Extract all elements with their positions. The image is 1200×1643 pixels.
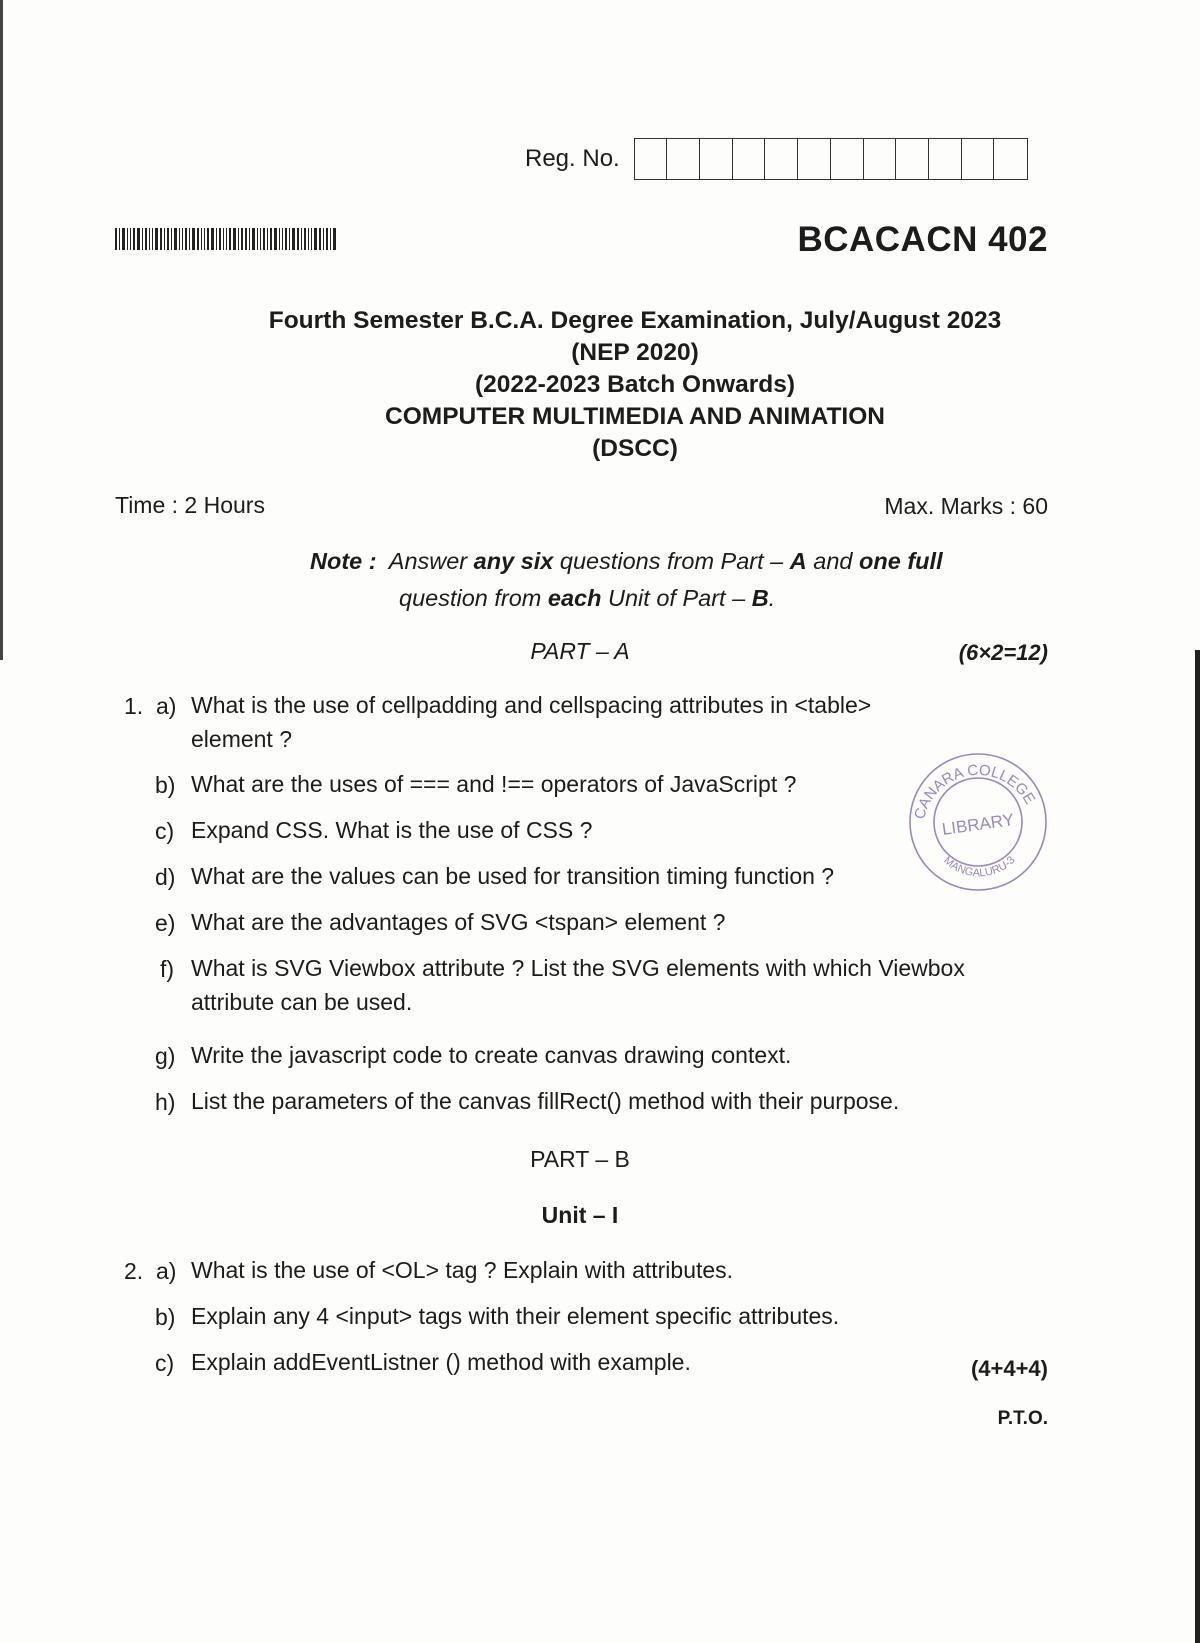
barcode-bar — [201, 228, 202, 250]
part-b-title: PART – B — [530, 1146, 630, 1172]
barcode-bar — [311, 228, 312, 250]
question-letter: b) — [155, 1304, 176, 1330]
question-text: What is the use of cellpadding and cellspacing attributes in <table> element ? — [191, 692, 872, 752]
barcode-bar — [289, 228, 290, 250]
barcode-bar — [127, 228, 128, 250]
question-text: What is SVG Viewbox attribute ? List the SVG elements with which Viewbox attribute can be used. — [191, 955, 965, 1015]
barcode-bar — [245, 228, 247, 250]
reg-no-box — [733, 139, 766, 179]
part-a-marks: (6×2=12) — [958, 640, 1048, 665]
note-label: Note : — [310, 548, 377, 574]
barcode-bar — [149, 228, 150, 250]
barcode-bar — [238, 228, 239, 250]
reg-no-box — [765, 139, 798, 179]
reg-no-box — [798, 139, 831, 179]
reg-no-box — [962, 139, 995, 179]
note-text: and — [806, 548, 860, 574]
question-text: Explain addEventListner () method with example. — [191, 1349, 691, 1375]
note-bold: B — [751, 585, 769, 611]
barcode-bar — [326, 228, 328, 250]
barcode-bar — [314, 228, 317, 250]
reg-no-box — [700, 139, 733, 179]
note-text: question from — [399, 585, 548, 611]
question-letter: g) — [155, 1043, 176, 1069]
barcode-bar — [174, 228, 177, 250]
barcode-bar — [219, 228, 221, 250]
barcode-bar — [333, 228, 336, 250]
reg-no-box — [831, 139, 864, 179]
barcode-bar — [229, 228, 231, 250]
reg-no-label: Reg. No. — [525, 145, 620, 172]
question-letter: b) — [155, 772, 176, 798]
stamp-center-text: LIBRARY — [940, 810, 1016, 839]
barcode-bar — [164, 228, 165, 250]
barcode-bar — [308, 228, 309, 250]
note-text: questions from Part – — [553, 548, 790, 574]
max-marks: Max. Marks : 60 — [884, 493, 1048, 519]
barcode-bar — [152, 228, 153, 250]
scan-edge-right — [1195, 650, 1200, 1643]
barcode-bar — [226, 228, 227, 250]
barcode-bar — [241, 228, 243, 250]
reg-no-box — [635, 139, 668, 179]
note-bold: A — [789, 548, 807, 574]
question-number: 1. — [124, 693, 144, 719]
barcode-bar — [189, 228, 190, 250]
barcode-bar — [145, 228, 147, 250]
barcode-bar — [182, 228, 183, 250]
question-letter: a) — [156, 1258, 177, 1284]
barcode-bar — [257, 228, 258, 250]
stamp-top-text: CANARA COLLEGE — [911, 761, 1039, 822]
barcode-bar — [285, 228, 287, 250]
question-text: What are the values can be used for transition timing function ? — [191, 863, 835, 889]
barcode-bar — [119, 228, 120, 250]
note-bold: each — [547, 585, 602, 611]
barcode-bar — [292, 228, 295, 250]
note-bold: any six — [473, 548, 554, 574]
stamp-bottom-text: MANGALURU-3 — [941, 854, 1018, 880]
header-line-1: Fourth Semester B.C.A. Degree Examination, July/August 2023 — [268, 307, 1002, 334]
question-letter: h) — [155, 1089, 176, 1115]
note-line-2 — [310, 580, 943, 617]
barcode-bar — [260, 228, 261, 250]
paper-code: BCACACN 402 — [797, 220, 1048, 259]
barcode-bar — [137, 228, 140, 250]
barcode-bar — [216, 228, 217, 250]
question-letter: a) — [156, 693, 177, 719]
barcode-bar — [211, 228, 214, 250]
barcode-bar — [155, 228, 158, 250]
barcode-bar — [130, 228, 131, 250]
barcode-bar — [233, 228, 236, 250]
library-stamp — [905, 750, 1050, 895]
reg-no-boxes — [634, 138, 1028, 180]
unit-title: Unit – I — [541, 1202, 619, 1228]
barcode-bar — [185, 228, 187, 250]
question-text: What is the use of <OL> tag ? Explain with attributes. — [191, 1257, 734, 1283]
question-text: What are the uses of === and !== operators of JavaScript ? — [191, 771, 797, 797]
barcode-bar — [197, 228, 199, 250]
reg-no-box — [864, 139, 897, 179]
question-letter: f) — [160, 956, 175, 982]
barcode-bar — [330, 228, 331, 250]
barcode — [115, 228, 370, 250]
barcode-bar — [270, 228, 272, 250]
barcode-bar — [263, 228, 265, 250]
exam-time: Time : 2 Hours — [115, 492, 265, 518]
barcode-bar — [297, 228, 299, 250]
question-letter: c) — [155, 818, 175, 844]
note-text: Answer — [388, 548, 474, 574]
exam-header — [0, 305, 1200, 465]
question-number: 2. — [124, 1258, 144, 1284]
question-letter: c) — [155, 1350, 175, 1376]
barcode-bar — [323, 228, 324, 250]
barcode-bar — [160, 228, 162, 250]
question-text: Explain any 4 <input> tags with their element specific attributes. — [191, 1303, 840, 1329]
barcode-bar — [249, 228, 250, 250]
header-line-2: (NEP 2020) — [571, 339, 699, 366]
question-text: Write the javascript code to create canvas drawing context. — [191, 1042, 792, 1068]
barcode-bar — [133, 228, 135, 250]
question-text: List the parameters of the canvas fillRect() method with their purpose. — [191, 1088, 900, 1114]
barcode-bar — [171, 228, 172, 250]
question-text: What are the advantages of SVG <tspan> element ? — [191, 909, 726, 935]
barcode-bar — [204, 228, 205, 250]
barcode-bar — [207, 228, 209, 250]
header-line-5: (DSCC) — [592, 435, 678, 462]
barcode-bar — [301, 228, 302, 250]
barcode-bar — [223, 228, 224, 250]
note-text: Unit of Part – — [601, 585, 752, 611]
barcode-bar — [282, 228, 283, 250]
barcode-bar — [274, 228, 277, 250]
barcode-bar — [179, 228, 180, 250]
barcode-bar — [267, 228, 268, 250]
note-text: . — [768, 585, 776, 611]
exam-note — [310, 543, 943, 617]
part-a-title: PART – A — [530, 638, 630, 664]
reg-no-box — [896, 139, 929, 179]
barcode-bar — [122, 228, 125, 250]
barcode-bar — [142, 228, 143, 250]
unit-marks: (4+4+4) — [970, 1356, 1048, 1381]
note-bold: one full — [859, 548, 943, 574]
barcode-bar — [252, 228, 255, 250]
barcode-bar — [279, 228, 280, 250]
question-letter: e) — [155, 910, 176, 936]
header-line-3: (2022-2023 Batch Onwards) — [475, 371, 795, 398]
pto-label: P.T.O. — [997, 1408, 1048, 1429]
question-text: Expand CSS. What is the use of CSS ? — [191, 817, 593, 843]
barcode-bar — [167, 228, 169, 250]
barcode-bar — [192, 228, 195, 250]
reg-no-field — [525, 138, 1028, 180]
reg-no-box — [667, 139, 700, 179]
header-line-4: COMPUTER MULTIMEDIA AND ANIMATION — [385, 403, 885, 430]
barcode-bar — [304, 228, 306, 250]
question-letter: d) — [155, 864, 176, 890]
barcode-bar — [115, 228, 117, 250]
barcode-bar — [319, 228, 321, 250]
reg-no-box — [929, 139, 962, 179]
reg-no-box — [994, 139, 1027, 179]
note-line-1 — [310, 543, 943, 580]
